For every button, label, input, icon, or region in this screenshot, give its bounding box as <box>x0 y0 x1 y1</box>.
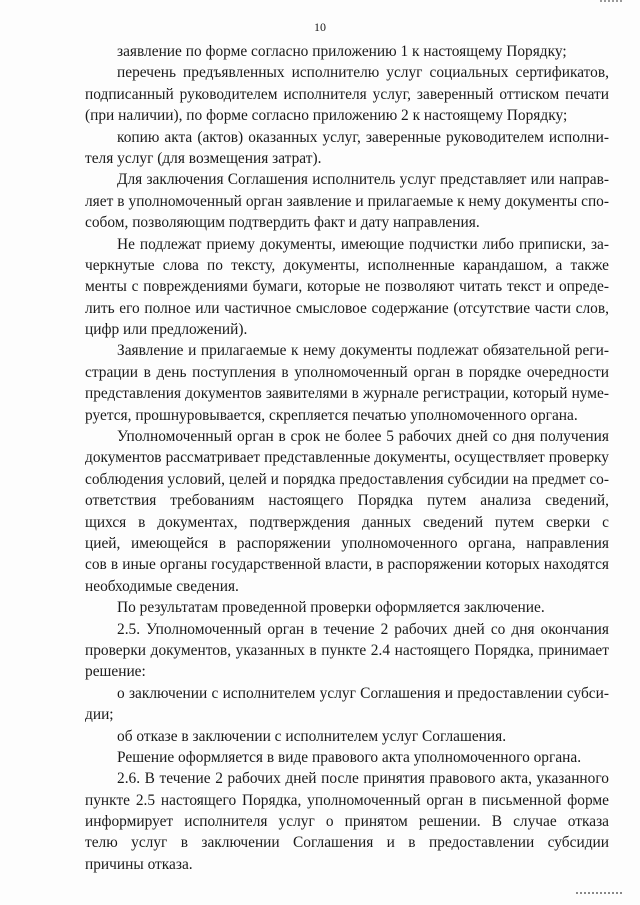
text-line: Не подлежат приему документы, имеющие подчистки либо приписки, за- <box>117 235 609 253</box>
text-line: страции в день поступления в уполномоченный орган в порядке очередности <box>85 363 609 381</box>
text-line: копию акта (актов) оказанных услуг, заверенные руководителем исполни- <box>117 128 609 146</box>
text-line: щихся в документах, подтверждения данных сведений путем сверки с <box>85 513 609 531</box>
document-body <box>85 41 609 875</box>
text-line: цией, имеющейся в распоряжении уполномоченного органа, направления <box>85 534 609 552</box>
text-line: теля услуг (для возмещения затрат). <box>85 149 322 167</box>
text-line: Решение оформляется в виде правового акта уполномоченного органа. <box>117 748 582 766</box>
text-line: черкнутые слова по тексту, документы, исполненные карандашом, а также <box>85 256 609 274</box>
text-line: 2.5. Уполномоченный орган в течение 2 рабочих дней со дня окончания <box>117 620 609 638</box>
text-line: информирует исполнителя услуг о принятом решении. В случае отказа <box>85 813 609 831</box>
text-line: причины отказа. <box>85 855 193 873</box>
text-line: Заявление и прилагаемые к нему документы подлежат обязательной реги- <box>117 342 609 360</box>
text-line: перечень предъявленных исполнителю услуг социальных сертификатов, <box>117 64 609 82</box>
text-line: представления документов заявителями в журнале регистрации, который нуме- <box>85 385 609 403</box>
text-line: собом, позволяющим подтвердить факт и дату направления. <box>85 214 480 232</box>
text-line: о заключении с исполнителем услуг Соглашения и предоставлении субси- <box>117 684 609 702</box>
text-line: дии; <box>85 706 114 724</box>
text-line: документов рассматривает представленные документы, осуществляет проверку <box>85 449 609 467</box>
text-line: менты с повреждениями бумаги, которые не позволяют читать текст и опреде- <box>85 278 609 296</box>
page-number: 10 <box>314 20 326 34</box>
text-line: подписанный руководителем исполнителя услуг, заверенный оттиском печати <box>85 85 609 103</box>
text-line: пункте 2.5 настоящего Порядка, уполномоченный орган в письменной форме <box>85 791 609 809</box>
text-line: соблюдения условий, целей и порядка предоставления субсидии на предмет со- <box>85 470 609 488</box>
text-line: лить его полное или частичное смысловое содержание (отсутствие части слов, <box>85 299 609 317</box>
text-line: проверки документов, указанных в пункте 2.4 настоящего Порядка, принимает <box>85 641 609 659</box>
text-line: руется, прошнуровывается, скрепляется печатью уполномоченного органа. <box>85 406 578 424</box>
text-line: об отказе в заключении с исполнителем услуг Соглашения. <box>117 727 507 745</box>
text-line: (при наличии), по форме согласно приложению 2 к настоящему Порядку; <box>85 107 568 125</box>
text-line: По результатам проведенной проверки оформляется заключение. <box>117 599 545 617</box>
text-line: телю услуг в заключении Соглашения и в предоставлении субсидии <box>85 834 609 852</box>
text-line: заявление по форме согласно приложению 1 к настоящему Порядку; <box>117 43 567 60</box>
text-line: 2.6. В течение 2 рабочих дней после принятия правового акта, указанного <box>117 770 609 788</box>
text-line: необходимые сведения. <box>85 577 239 595</box>
text-line: решение: <box>85 663 146 681</box>
text-line: ляет в уполномоченный орган заявление и прилагаемые к нему документы спо- <box>85 192 609 210</box>
text-line: цифр или предложений). <box>85 321 248 339</box>
scan-mark-top <box>600 0 622 5</box>
text-line: Уполномоченный орган в срок не более 5 рабочих дней со дня получения <box>117 428 609 446</box>
text-line: Для заключения Соглашения исполнитель услуг представляет или направ- <box>117 171 609 189</box>
text-line: сов в иные органы государственной власти, в распоряжении которых находятся <box>85 556 609 574</box>
text-line: ответствия требованиям настоящего Порядка путем анализа сведений, <box>85 492 609 510</box>
scan-mark-bottom <box>576 892 622 897</box>
